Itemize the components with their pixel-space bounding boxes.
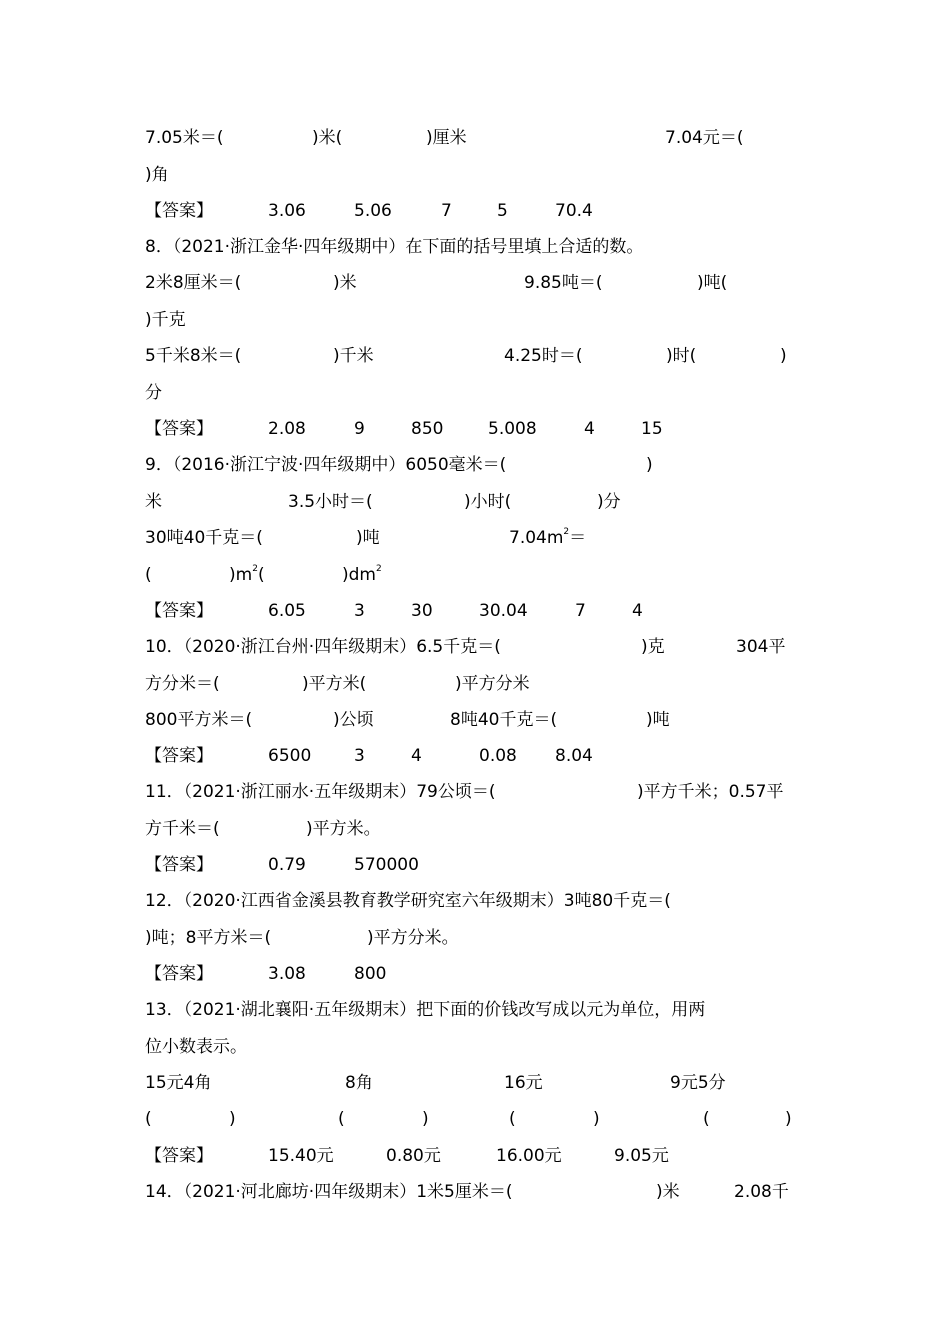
answer-value: 0.80元 bbox=[386, 1146, 441, 1166]
q14-text: 14．（2021·河北廊坊·四年级期末）1米5厘米＝( bbox=[145, 1182, 513, 1202]
answer-value: 30 bbox=[411, 601, 433, 621]
q10-text: )吨 bbox=[646, 710, 670, 730]
q10-line1 bbox=[0, 673, 950, 695]
price-item: 15元4角 bbox=[145, 1073, 212, 1093]
q10-text: 8吨40千克＝( bbox=[450, 710, 558, 730]
answer-value: 15.40元 bbox=[268, 1146, 334, 1166]
blank-close: ) bbox=[785, 1109, 792, 1129]
q8-header: 8．（2021·浙江金华·四年级期中）在下面的括号里填上合适的数。 bbox=[145, 237, 644, 257]
q10-text: 800平方米＝( bbox=[145, 710, 253, 730]
q9-line2 bbox=[0, 527, 950, 549]
q9-text bbox=[509, 527, 586, 549]
q13-answer bbox=[0, 1145, 950, 1167]
answer-label: 【答案】 bbox=[145, 964, 213, 984]
q14-text: )米 bbox=[656, 1182, 680, 1202]
q9-header bbox=[0, 454, 950, 476]
q11-answer bbox=[0, 854, 950, 876]
q9-line1 bbox=[0, 491, 950, 513]
answer-value: 570000 bbox=[354, 855, 419, 875]
answer-value: 7 bbox=[575, 601, 586, 621]
q11-text: 11．（2021·浙江丽水·五年级期末）79公顷＝( bbox=[145, 782, 496, 802]
q14-header bbox=[0, 1181, 950, 1203]
q8-line2: )千克 bbox=[145, 310, 186, 330]
q10-header bbox=[0, 636, 950, 658]
q9-text: )dm bbox=[342, 565, 376, 585]
answer-label: 【答案】 bbox=[145, 1146, 213, 1166]
q11-text: )平方米。 bbox=[306, 819, 381, 839]
q9-text: ) bbox=[646, 455, 653, 475]
answer-label: 【答案】 bbox=[145, 601, 213, 621]
answer-label: 【答案】 bbox=[145, 855, 213, 875]
answer-value: 9.05元 bbox=[614, 1146, 669, 1166]
q12-line1 bbox=[0, 927, 950, 949]
q9-text: )分 bbox=[597, 492, 621, 512]
q8-text: 9.85吨＝( bbox=[524, 273, 603, 293]
q9-answer bbox=[0, 600, 950, 622]
q11-header bbox=[0, 781, 950, 803]
q10-text: )平方米( bbox=[302, 674, 367, 694]
answer-label: 【答案】 bbox=[145, 746, 213, 766]
q9-text: )小时( bbox=[464, 492, 512, 512]
q10-line2 bbox=[0, 709, 950, 731]
q8-text: ) bbox=[780, 346, 787, 366]
answer-label: 【答案】 bbox=[145, 419, 213, 439]
answer-value: 5.06 bbox=[354, 201, 392, 221]
q10-text: 方分米＝( bbox=[145, 674, 220, 694]
price-item: 8角 bbox=[345, 1073, 373, 1093]
price-item: 16元 bbox=[504, 1073, 543, 1093]
answer-value: 5 bbox=[497, 201, 508, 221]
q8-text: )千米 bbox=[333, 346, 374, 366]
answer-value: 3 bbox=[354, 746, 365, 766]
price-item: 9元5分 bbox=[670, 1073, 726, 1093]
q8-line1 bbox=[0, 272, 950, 294]
answer-value: 0.08 bbox=[479, 746, 517, 766]
q13-header: 13．（2021·湖北襄阳·五年级期末）把下面的价钱改写成以元为单位，用两 bbox=[145, 1000, 706, 1020]
q9-line3 bbox=[0, 564, 950, 586]
q10-text: 304平 bbox=[736, 637, 786, 657]
answer-value: 6500 bbox=[268, 746, 312, 766]
q10-text: )公顷 bbox=[333, 710, 374, 730]
q10-text: 10．（2020·浙江台州·四年级期末）6.5千克＝( bbox=[145, 637, 501, 657]
blank-close: ) bbox=[422, 1109, 429, 1129]
answer-value: 16.00元 bbox=[496, 1146, 562, 1166]
q8-line4: 分 bbox=[145, 383, 162, 403]
superscript: 2 bbox=[563, 527, 570, 537]
q9-text: ( bbox=[145, 565, 152, 585]
answer-value: 3.08 bbox=[268, 964, 306, 984]
blank-open: ( bbox=[338, 1109, 345, 1129]
q9-text: 3.5小时＝( bbox=[288, 492, 373, 512]
q13-line1: 位小数表示。 bbox=[145, 1037, 247, 1057]
q13-blanks bbox=[0, 1108, 950, 1130]
q7-answer bbox=[0, 200, 950, 222]
answer-value: 0.79 bbox=[268, 855, 306, 875]
answer-value: 30.04 bbox=[479, 601, 528, 621]
q8-line3 bbox=[0, 345, 950, 367]
answer-value: 3 bbox=[354, 601, 365, 621]
superscript: 2 bbox=[375, 564, 382, 574]
q8-answer bbox=[0, 418, 950, 440]
answer-value: 4 bbox=[411, 746, 422, 766]
answer-label: 【答案】 bbox=[145, 201, 213, 221]
q7-text-d: 7.04元＝( bbox=[665, 128, 744, 148]
q9-text: )m bbox=[229, 565, 253, 585]
answer-value: 15 bbox=[641, 419, 663, 439]
q10-text: )克 bbox=[641, 637, 665, 657]
q9-text bbox=[342, 564, 382, 586]
answer-value: 6.05 bbox=[268, 601, 306, 621]
blank-close: ) bbox=[593, 1109, 600, 1129]
answer-value: 800 bbox=[354, 964, 387, 984]
q8-text: 2米8厘米＝( bbox=[145, 273, 242, 293]
blank-open: ( bbox=[703, 1109, 710, 1129]
q8-text: 5千米8米＝( bbox=[145, 346, 242, 366]
q8-text: )米 bbox=[333, 273, 357, 293]
q10-answer bbox=[0, 745, 950, 767]
q9-text: )吨 bbox=[356, 528, 380, 548]
q8-text: )时( bbox=[666, 346, 697, 366]
q11-line1 bbox=[0, 818, 950, 840]
q7-line2: )角 bbox=[145, 165, 169, 185]
q8-text: 4.25时＝( bbox=[504, 346, 583, 366]
q9-text: ＝ bbox=[569, 528, 587, 548]
answer-value: 9 bbox=[354, 419, 365, 439]
q9-text: 米 bbox=[145, 492, 162, 512]
answer-value: 3.06 bbox=[268, 201, 306, 221]
superscript: 2 bbox=[252, 564, 258, 574]
answer-value: 2.08 bbox=[268, 419, 306, 439]
answer-value: 4 bbox=[632, 601, 643, 621]
q9-text: 30吨40千克＝( bbox=[145, 528, 263, 548]
q7-line1 bbox=[0, 127, 950, 149]
blank-open: ( bbox=[145, 1109, 152, 1129]
q13-items bbox=[0, 1072, 950, 1094]
q12-text: )吨；8平方米＝( bbox=[145, 928, 272, 948]
q11-text: )平方千米；0.57平 bbox=[637, 782, 784, 802]
q7-text-a: 7.05米＝( bbox=[145, 128, 224, 148]
q11-text: 方千米＝( bbox=[145, 819, 220, 839]
q12-header: 12．（2020·江西省金溪县教育教学研究室六年级期末）3吨80千克＝( bbox=[145, 891, 671, 911]
q10-text: )平方分米 bbox=[455, 674, 530, 694]
q12-answer bbox=[0, 963, 950, 985]
answer-value: 8.04 bbox=[555, 746, 593, 766]
blank-close: ) bbox=[229, 1109, 236, 1129]
answer-value: 7 bbox=[441, 201, 452, 221]
q14-text: 2.08千 bbox=[734, 1182, 789, 1202]
q9-text: ( bbox=[257, 565, 265, 585]
blank-open: ( bbox=[509, 1109, 516, 1129]
answer-value: 850 bbox=[411, 419, 444, 439]
q9-text bbox=[229, 564, 265, 586]
answer-value: 5.008 bbox=[488, 419, 537, 439]
q9-text: 7.04m bbox=[509, 528, 564, 548]
q8-text: )吨( bbox=[697, 273, 728, 293]
q12-text: )平方分米。 bbox=[367, 928, 459, 948]
q9-text: 9．（2016·浙江宁波·四年级期中）6050毫米＝( bbox=[145, 455, 507, 475]
answer-value: 4 bbox=[584, 419, 595, 439]
q7-text-b: )米( bbox=[312, 128, 343, 148]
answer-value: 70.4 bbox=[555, 201, 593, 221]
q7-text-c: )厘米 bbox=[426, 128, 467, 148]
